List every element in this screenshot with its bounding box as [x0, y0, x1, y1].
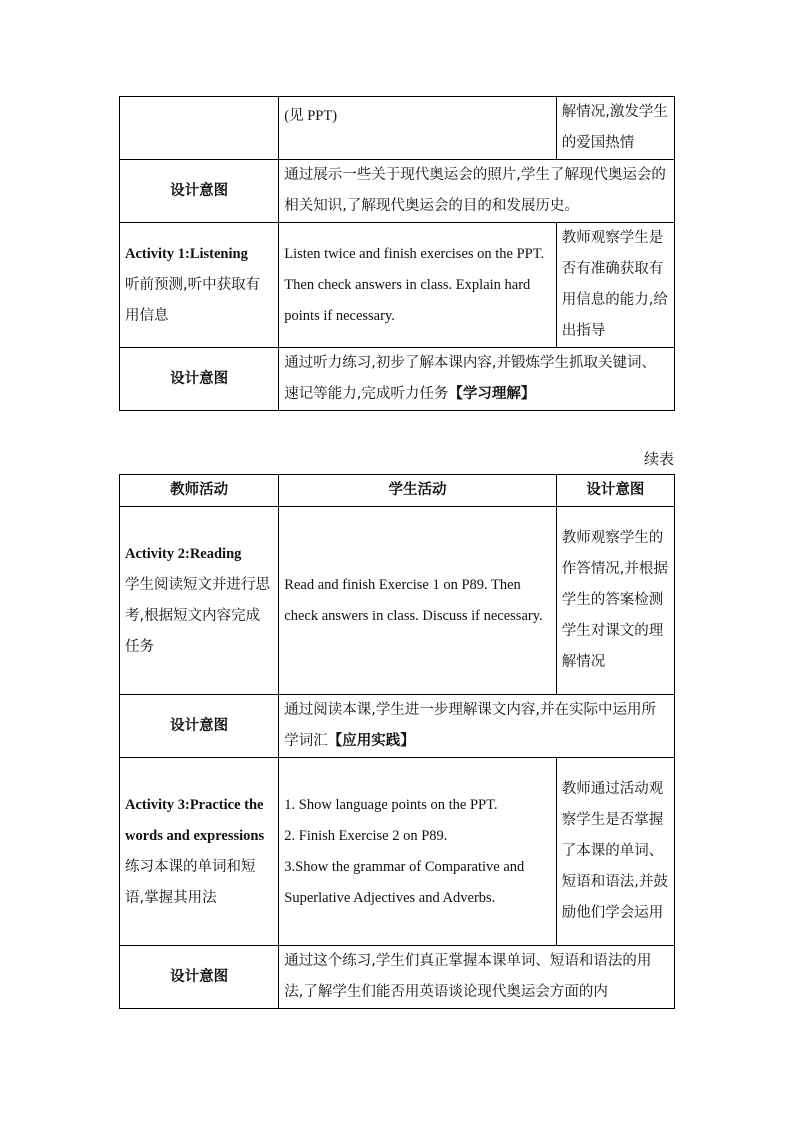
- design-intent-text: 通过展示一些关于现代奥运会的照片,学生了解现代奥运会的相关知识,了解现代奥运会的目的和发展历史。: [279, 160, 675, 223]
- step-line: 1. Show language points on the PPT.: [284, 796, 498, 813]
- activity-title: Activity 2:Reading: [125, 545, 242, 562]
- design-intent-label: 设计意图: [120, 160, 279, 223]
- student-activity-cell: (见 PPT): [279, 97, 557, 160]
- table-row: [120, 97, 675, 160]
- teacher-activity-cell: [120, 97, 279, 160]
- teacher-activity-cell: [120, 223, 279, 348]
- student-activity-cell: Listen twice and finish exercises on the PPT. Then check answers in class. Explain hard points if necessary.: [279, 223, 557, 348]
- design-intent-cell: 教师观察学生是否有准确获取有用信息的能力,给出指导: [556, 223, 674, 348]
- step-line: 2. Finish Exercise 2 on P89.: [284, 827, 448, 844]
- column-header-intent: 设计意图: [556, 475, 674, 507]
- design-intent-label: 设计意图: [120, 946, 279, 1009]
- design-intent-label: 设计意图: [120, 695, 279, 758]
- lesson-plan-table-1: [119, 96, 675, 411]
- design-intent-text: [279, 695, 675, 758]
- student-activity-cell: [279, 758, 557, 946]
- table-row: [120, 348, 675, 411]
- activity-description: 练习本课的单词和短语,掌握其用法: [125, 858, 256, 906]
- table-row: [120, 507, 675, 695]
- table-row: [120, 946, 675, 1009]
- activity-title: Activity 1:Listening: [125, 245, 248, 262]
- teacher-activity-cell: [120, 507, 279, 695]
- table-row: [120, 223, 675, 348]
- competency-tag: 【应用实践】: [327, 733, 415, 749]
- teacher-activity-cell: [120, 758, 279, 946]
- design-intent-body: 通过听力练习,初步了解本课内容,并锻炼学生抓取关键词、速记等能力,完成听力任务: [284, 355, 656, 402]
- lesson-plan-table-2: [119, 474, 675, 1009]
- table-row: [120, 160, 675, 223]
- table-row: [120, 695, 675, 758]
- design-intent-label: 设计意图: [120, 348, 279, 411]
- step-line: 3.Show the grammar of Comparative and Superlative Adjectives and Adverbs.: [284, 858, 525, 906]
- design-intent-cell: 解情况,激发学生的爱国热情: [556, 97, 674, 160]
- activity-description: 学生阅读短文并进行思考,根据短文内容完成任务: [125, 576, 270, 655]
- column-header-student: 学生活动: [279, 475, 557, 507]
- activity-title: Activity 3:Practice the words and expressions: [125, 796, 265, 844]
- design-intent-body: 通过阅读本课,学生进一步理解课文内容,并在实际中运用所学词汇: [284, 702, 656, 749]
- activity-description: 听前预测,听中获取有用信息: [125, 276, 261, 324]
- table-row: [120, 758, 675, 946]
- continued-label: 续表: [643, 450, 674, 468]
- column-header-teacher: 教师活动: [120, 475, 279, 507]
- design-intent-text: 通过这个练习,学生们真正掌握本课单词、短语和语法的用法,了解学生们能否用英语谈论现代奥运会方面的内: [279, 946, 675, 1009]
- student-activity-cell: Read and finish Exercise 1 on P89. Then check answers in class. Discuss if necessary.: [279, 507, 557, 695]
- design-intent-text: [279, 348, 675, 411]
- design-intent-cell: 教师观察学生的作答情况,并根据学生的答案检测学生对课文的理解情况: [556, 507, 674, 695]
- table-header-row: [120, 475, 675, 507]
- design-intent-cell: 教师通过活动观察学生是否掌握了本课的单词、短语和语法,并鼓励他们学会运用: [556, 758, 674, 946]
- competency-tag: 【学习理解】: [448, 386, 536, 402]
